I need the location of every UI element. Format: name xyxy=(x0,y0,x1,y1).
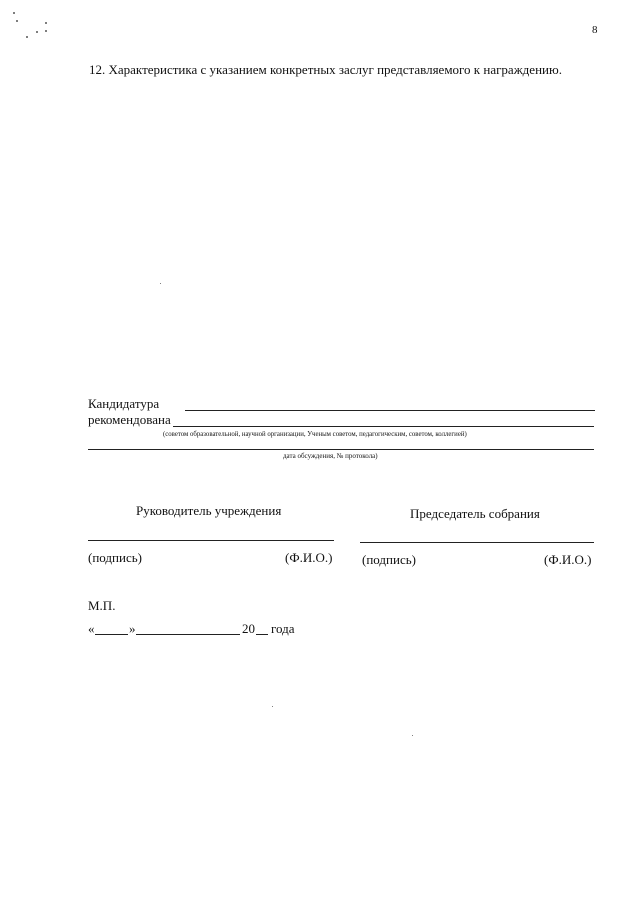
council-hint: (советом образовательной, научной организации, Ученым советом, педагогическим, советом, коллегией) xyxy=(163,431,467,438)
left-signature-label: (подпись) xyxy=(88,550,142,565)
scan-speck-8 xyxy=(272,706,273,707)
scan-speck-2 xyxy=(16,20,18,22)
stamp-label: М.П. xyxy=(88,598,116,613)
scan-speck-3 xyxy=(26,36,28,38)
right-signature-line[interactable] xyxy=(360,542,594,543)
date-open-quote: « xyxy=(88,621,95,636)
candidacy-line-1[interactable] xyxy=(185,410,595,411)
year-word: года xyxy=(271,621,295,636)
left-signature-line[interactable] xyxy=(88,540,334,541)
candidacy-label-line2: рекомендована xyxy=(88,412,171,427)
year-prefix: 20 xyxy=(242,621,255,636)
year-line[interactable] xyxy=(256,634,268,635)
candidacy-label-line1: Кандидатура xyxy=(88,396,160,411)
page-number: 8 xyxy=(592,24,598,36)
right-signature-title: Председатель собрания xyxy=(410,506,540,521)
right-signature-label: (подпись) xyxy=(362,552,416,567)
right-name-label: (Ф.И.О.) xyxy=(544,552,592,567)
month-line[interactable] xyxy=(136,634,240,635)
scan-speck-5 xyxy=(45,22,47,24)
scan-speck-7 xyxy=(160,283,161,284)
scan-speck-9 xyxy=(412,735,413,736)
date-protocol-hint: дата обсуждения, № протокола) xyxy=(283,452,378,460)
date-close-quote: » xyxy=(129,621,136,636)
date-protocol-line[interactable] xyxy=(88,449,594,450)
left-signature-title: Руководитель учреждения xyxy=(136,503,282,518)
candidacy-line-2[interactable] xyxy=(173,426,594,427)
scan-speck-1 xyxy=(13,12,15,14)
section-heading: 12. Характеристика с указанием конкретных заслуг представляемого к награждению. xyxy=(89,62,562,77)
left-name-label: (Ф.И.О.) xyxy=(285,550,333,565)
day-line[interactable] xyxy=(95,634,128,635)
scan-speck-4 xyxy=(36,31,38,33)
scan-speck-6 xyxy=(45,30,47,32)
